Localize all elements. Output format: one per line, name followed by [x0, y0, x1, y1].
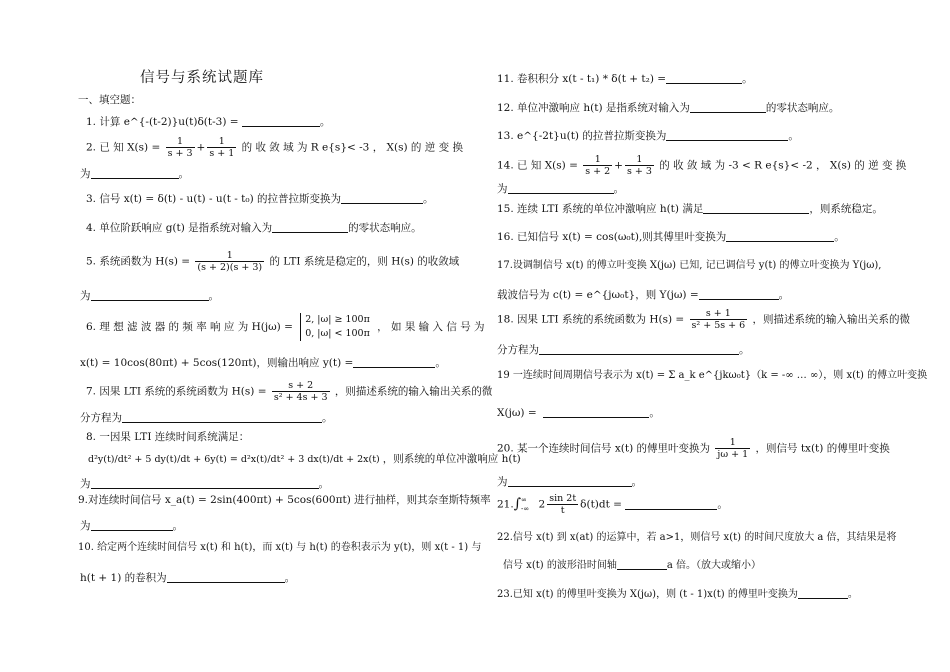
page-title: 信号与系统试题库 [140, 70, 264, 86]
fraction: $\frac{\sin 2t}{t}$ [549, 493, 577, 516]
question-2-line-2: 为 。 [80, 168, 189, 180]
piecewise-cases: 2, |ω| ≥ 100π 0, |ω| < 100π [300, 313, 370, 341]
question-8-line-3: 为 。 [80, 478, 329, 490]
question-14-line-2: 为 。 [497, 183, 624, 195]
question-16: 16. 已知信号 x(t) = cos(ω₀t),则其傅里叶变换为 。 [497, 231, 845, 243]
answer-blank[interactable] [539, 342, 739, 355]
answer-blank[interactable] [353, 355, 435, 368]
fraction: $\frac{1}{s + 3}$ [626, 154, 652, 177]
answer-blank[interactable] [91, 476, 319, 489]
answer-blank[interactable] [703, 201, 809, 214]
question-21: 21.∫ ∞ -∞ 2 $\frac{\sin 2t}{t}$ δ(t)dt = 。 [497, 493, 728, 516]
answer-blank[interactable] [666, 128, 788, 141]
question-10-line-2: h(t + 1) 的卷积为 。 [80, 572, 296, 584]
answer-blank[interactable] [242, 114, 320, 127]
question-19-line-2: X(jω) = 。 [497, 407, 660, 419]
question-14: 14. 已 知 X(s) = $\frac{1}{s + 2}$ + $\frac{1}{s + 3}$ 的 收 敛 域 为 -3 < R e{s}< -2 ， X(s) 的 逆 变 换 [497, 154, 907, 177]
answer-blank[interactable] [617, 557, 667, 570]
question-2: 2. 已 知 X(s) = $\frac{1}{s + 3}$ + $\frac{1}{s + 1}$ 的 收 敛 域 为 R e{s}< -3 ， X(s) 的 逆 变 换 [86, 136, 463, 159]
fraction: $\frac{1}{s + 1}$ [209, 136, 235, 159]
answer-blank[interactable] [625, 497, 717, 510]
question-4: 4. 单位阶跃响应 g(t) 是指系统对输入为 的零状态响应。 [86, 222, 422, 234]
question-20: 20. 某一个连续时间信号 x(t) 的傅里叶变换为 $\frac{1}{j\omega + 1}$ ，则信号 tx(t) 的傅里叶变换 [497, 437, 890, 460]
answer-blank[interactable] [543, 405, 649, 418]
fraction: $\frac{1}{(s + 2)(s + 3)}$ [197, 250, 263, 273]
answer-blank[interactable] [508, 474, 632, 487]
question-5-line-2: 为 。 [80, 290, 219, 302]
question-18: 18. 因果 LTI 系统的系统函数为 H(s) = $\frac{s + 1}{\text{s² + 5s + 6}}$ ，则描述系统的输入输出关系的微 [497, 308, 911, 331]
question-13: 13. e^{-2t}u(t) 的拉普拉斯变换为 。 [497, 130, 799, 142]
answer-blank[interactable] [726, 229, 834, 242]
answer-blank[interactable] [341, 191, 423, 204]
fraction: $\frac{1}{s + 2}$ [585, 154, 611, 177]
question-9: 9.对连续时间信号 x_a(t) = 2sin(400πt) + 5cos(600πt) 进行抽样，则其奈奎斯特频率 [78, 494, 491, 506]
answer-blank[interactable] [91, 518, 173, 531]
answer-blank[interactable] [91, 166, 179, 179]
answer-blank[interactable] [699, 287, 779, 300]
question-8: 8. 一因果 LTI 连续时间系统满足： [86, 431, 250, 443]
fraction: $\frac{1}{j\omega + 1}$ [717, 437, 749, 460]
question-1: 1. 计算 e^{-(t-2)}u(t)δ(t-3) = 。 [86, 116, 331, 128]
question-23: 23.已知 x(t) 的傅里叶变换为 X(jω)，则 (t - 1)x(t) 的傅里叶变换为 。 [497, 586, 858, 602]
question-10: 10. 给定两个连续时间信号 x(t) 和 h(t)，而 x(t) 与 h(t) 的卷积表示为 y(t)，则 x(t - 1) 与 [78, 542, 482, 553]
answer-blank[interactable] [167, 570, 285, 583]
fraction: $\frac{1}{s + 3}$ [167, 136, 193, 159]
question-7: 7. 因果 LTI 系统的系统函数为 H(s) = $\frac{s + 2}{\text{s² + 4s + 3}}$ ，则描述系统的输入输出关系的微 [86, 380, 493, 403]
question-18-line-2: 分方程为 。 [497, 344, 750, 356]
answer-blank[interactable] [666, 71, 742, 84]
question-12: 12. 单位冲激响应 h(t) 是指系统对输入为 的零状态响应。 [497, 102, 840, 114]
answer-blank[interactable] [508, 181, 614, 194]
question-19: 19 一连续时间周期信号表示为 x(t) = Σ a_k e^{jkω₀t}（k = -∞ … ∞），则 x(t) 的傅立叶变换 [497, 370, 928, 381]
question-22-line-2: 信号 x(t) 的波形沿时间轴 a 倍。（放大或缩小） [503, 557, 761, 573]
question-22: 22.信号 x(t) 到 x(at) 的运算中，若 a>1，则信号 x(t) 的时间尺度放大 a 倍，其结果是将 [497, 532, 897, 543]
fraction: $\frac{s + 1}{\text{s² + 5s + 6}}$ [691, 308, 746, 331]
answer-blank[interactable] [91, 288, 209, 301]
fraction: $\frac{s + 2}{\text{s² + 4s + 3}}$ [273, 380, 328, 403]
answer-blank[interactable] [798, 586, 848, 599]
answer-blank[interactable] [690, 100, 766, 113]
integral-sign: ∫ [513, 496, 521, 512]
question-11: 11. 卷积积分 x(t - t₁) * δ(t + t₂) = 。 [497, 73, 753, 85]
question-17: 17.设调制信号 x(t) 的傅立叶变换 X(jω) 已知, 记已调信号 y(t) 的傅立叶变换为 Y(jω), [497, 260, 882, 271]
answer-blank[interactable] [122, 410, 322, 423]
question-6: 6. 理 想 滤 波 器 的 频 率 响 应 为 H(jω) = 2, |ω| ≥ 100π 0, |ω| < 100π ， 如 果 输 入 信 号 为 [86, 314, 485, 339]
question-15: 15. 连续 LTI 系统的单位冲激响应 h(t) 满足 ，则系统稳定。 [497, 203, 883, 215]
question-5: 5. 系统函数为 H(s) = $\frac{1}{(s + 2)(s + 3)}$ 的 LTI 系统是稳定的，则 H(s) 的收敛域 [86, 250, 460, 273]
question-3: 3. 信号 x(t) = δ(t) - u(t) - u(t - t₀) 的拉普拉斯变换为 。 [86, 193, 434, 205]
question-7-line-2: 分方程为 。 [80, 412, 333, 424]
question-8-equation: d²y(t)/dt² + 5 dy(t)/dt + 6y(t) = d²x(t)/dt² + 3 dx(t)/dt + 2x(t) ，则系统的单位冲激响应 h(t) [88, 453, 521, 465]
answer-blank[interactable] [272, 220, 348, 233]
question-9-line-2: 为 。 [80, 520, 183, 532]
question-20-line-2: 为 。 [497, 476, 642, 488]
question-17-line-2: 载波信号为 c(t) = e^{jω₀t}，则 Y(jω) = 。 [497, 289, 790, 301]
section-heading: 一、填空题： [78, 94, 141, 106]
question-6-line-2: x(t) = 10cos(80πt) + 5cos(120πt)，则输出响应 y(t) = 。 [80, 357, 446, 369]
